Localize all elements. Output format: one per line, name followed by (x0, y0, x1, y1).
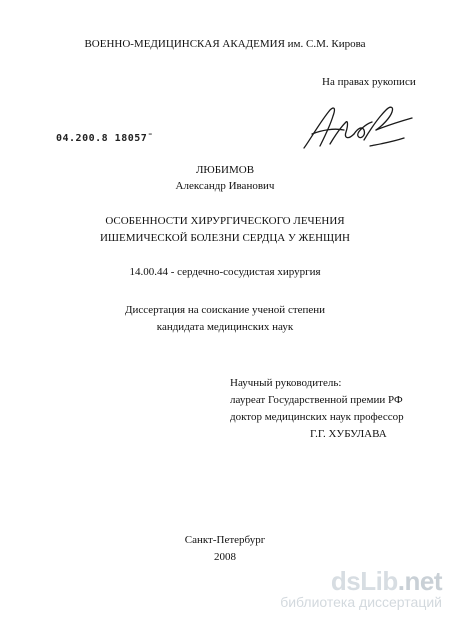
year: 2008 (214, 551, 236, 563)
manuscript-note: На правах рукописи (322, 76, 416, 88)
supervisor-name: Г.Г. ХУБУЛАВА (310, 428, 387, 440)
supervisor-line-2: доктор медицинских наук профессор (230, 411, 404, 423)
specialty: 14.00.44 - сердечно-сосудистая хирургия (129, 266, 321, 278)
dslib-watermark (280, 568, 442, 610)
author-name: Александр Иванович (175, 180, 275, 192)
signature-handwritten (300, 100, 418, 158)
degree-line-2: кандидата медицинских наук (156, 321, 294, 333)
academy-name: ВОЕННО-МЕДИЦИНСКАЯ АКАДЕМИЯ им. С.М. Кирова (84, 38, 366, 50)
supervisor-heading: Научный руководитель: (230, 377, 342, 389)
supervisor-line-1: лауреат Государственной премии РФ (230, 394, 403, 406)
title-line-2: ИШЕМИЧЕСКОЙ БОЛЕЗНИ СЕРДЦА У ЖЕНЩИН (99, 232, 351, 244)
degree-line-1: Диссертация на соискание ученой степени (124, 304, 326, 316)
watermark-subtitle: библиотека диссертаций (280, 594, 442, 610)
title-line-1: ОСОБЕННОСТИ ХИРУРГИЧЕСКОГО ЛЕЧЕНИЯ (105, 215, 345, 227)
author-surname: ЛЮБИМОВ (195, 164, 255, 176)
registration-stamp: 04.200.8 18057¯ (56, 133, 154, 144)
city: Санкт-Петербург (184, 534, 266, 546)
watermark-logo: dsLib.net (330, 566, 442, 596)
